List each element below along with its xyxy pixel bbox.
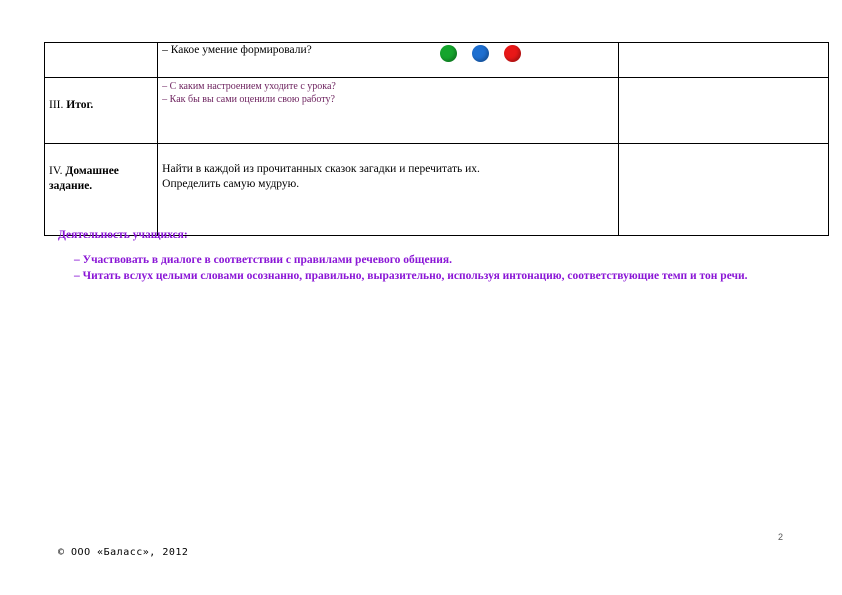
stage-title: Итог. [66,99,94,111]
notes-cell [618,78,828,144]
list-item: – Читать вслух целыми словами осознанно, правильно, выразительно, используя интонацию, соответствующие темп и тон речи. [74,270,748,282]
blue-circle-icon [472,45,489,62]
stage-number: IV. [49,165,63,177]
question-cell [158,43,619,78]
homework-task: Определить самую мудрую. [162,178,300,190]
student-activity-section [58,227,778,284]
stage-title: Домашнее задание. [49,165,119,192]
red-circle-icon [504,45,521,62]
activity-list [58,252,778,284]
stage-cell [45,43,158,78]
table-row [45,78,829,144]
lesson-table [44,42,829,236]
page-number: 2 [778,532,784,542]
homework-cell [158,144,619,236]
notes-cell [618,144,828,236]
table-row [45,144,829,236]
activity-heading: Деятельность учащихся: [58,229,188,241]
stage-cell [45,78,158,144]
table-row [45,43,829,78]
question-text: – Как бы вы сами оценили свою работу? [162,94,335,105]
list-item: – Участвовать в диалоге в соответствии с правилами речевого общения. [74,254,452,266]
stage-cell [45,144,158,236]
stage-number: III. [49,99,64,111]
question-text: – С каким настроением уходите с урока? [162,81,336,92]
homework-task: Найти в каждой из прочитанных сказок загадки и перечитать их. [162,163,480,175]
green-circle-icon [440,45,457,62]
notes-cell [618,43,828,78]
copyright-footer: © ООО «Баласс», 2012 [58,547,189,558]
question-cell [158,78,619,144]
question-text: – Какое умение формировали? [162,44,312,56]
